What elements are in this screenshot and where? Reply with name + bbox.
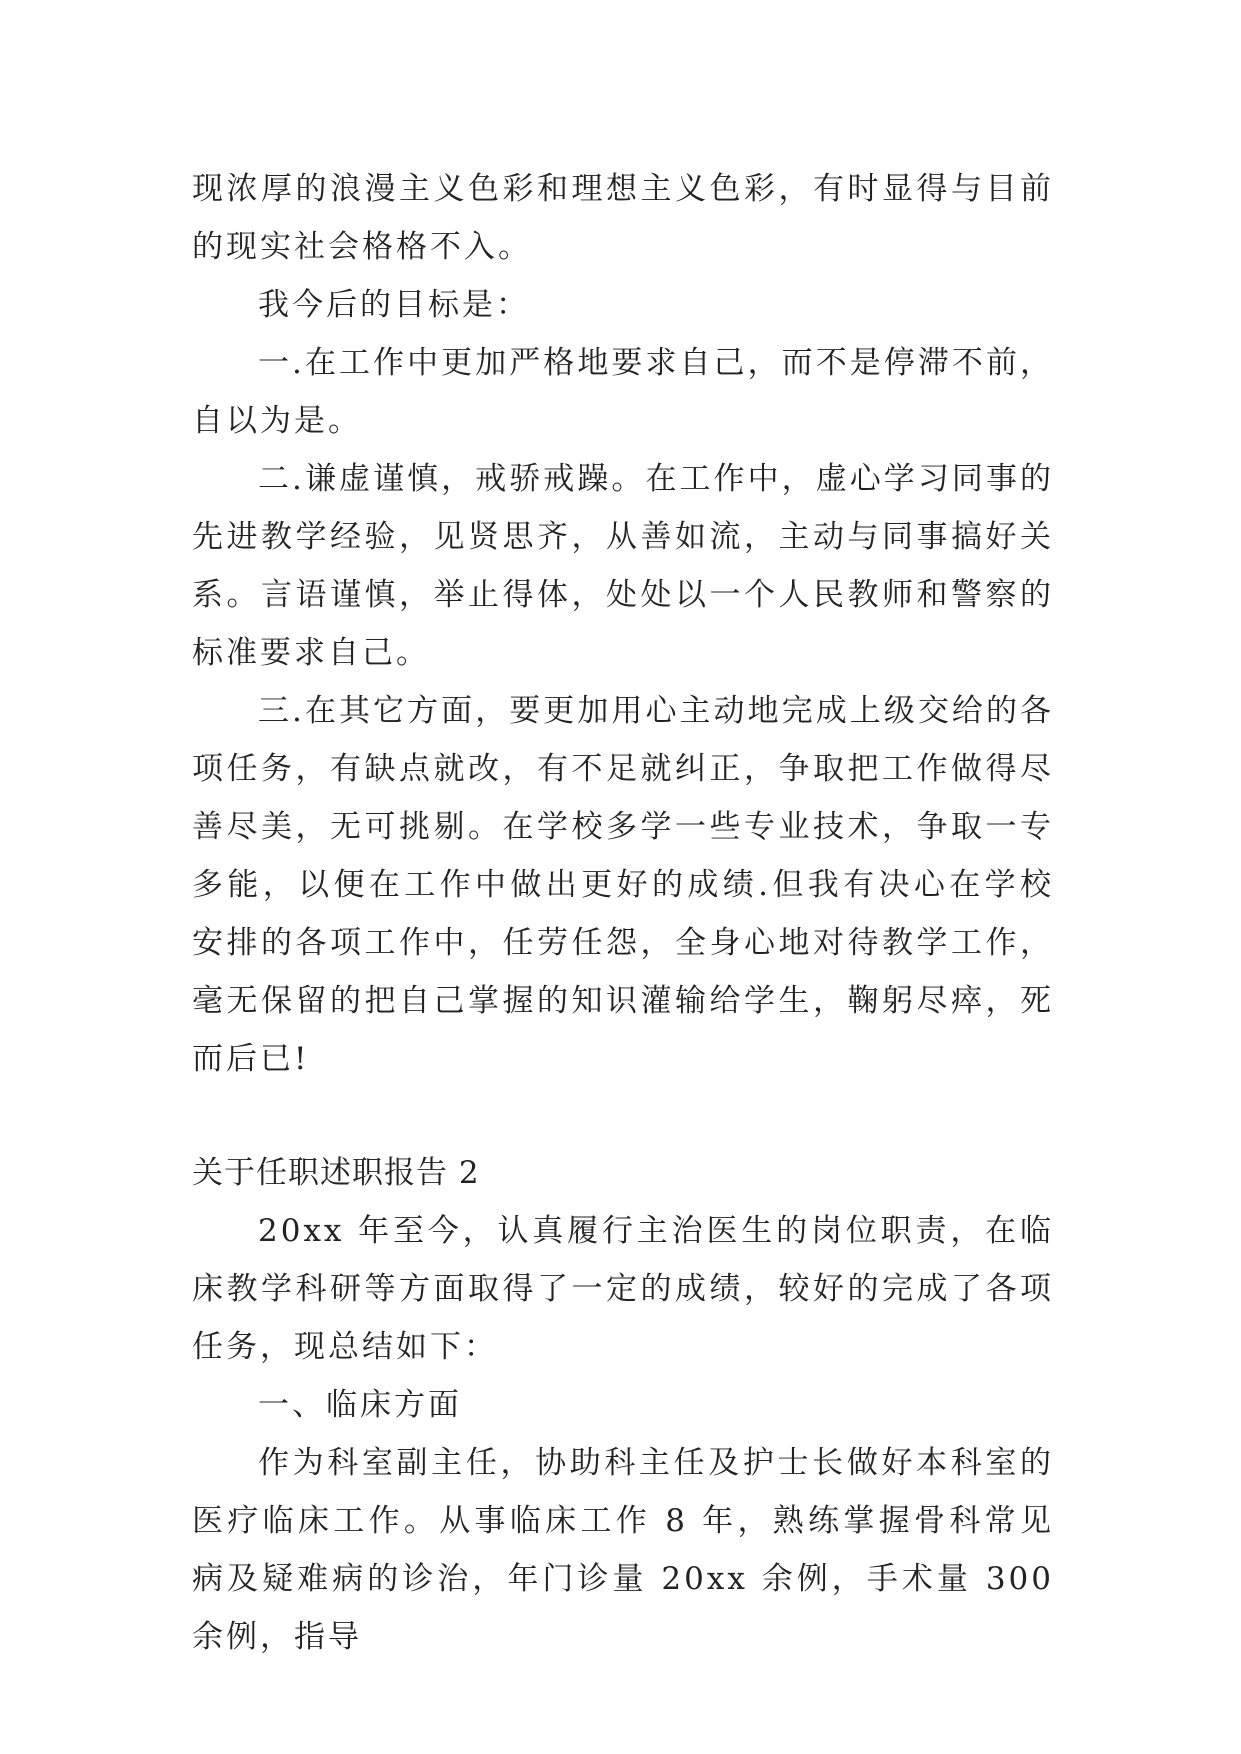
subheading-clinical: 一、临床方面: [258, 1387, 462, 1423]
paragraph-clinical: 作为科室副主任，协助科主任及护士长做好本科室的医疗临床工作。从事临床工作 8 年，熟练掌握骨科常见病及疑难病的诊治，年门诊量 20xx 余例，手术量 300 余例，指导: [192, 1445, 1054, 1655]
paragraph-report-intro: 20xx 年至今，认真履行主治医生的岗位职责，在临床教学科研等方面取得了一定的成绩，较好的完成了各项任务，现总结如下：: [192, 1213, 1054, 1365]
paragraph-goal-3: 三.在其它方面，要更加用心主动地完成上级交给的各项任务，有缺点就改，有不足就纠正，争取把工作做得尽善尽美，无可挑剔。在学校多学一些专业技术，争取一专多能，以便在工作中做出更好的成绩.但我有决心在学校安排的各项工作中，任劳任怨，全身心地对待教学工作，毫无保留的把自己掌握的知识灌输给学生，鞠躬尽瘁，死而后已!: [192, 693, 1054, 1077]
paragraph-goals-intro: 我今后的目标是：: [258, 287, 530, 323]
paragraph-goal-1: 一.在工作中更加严格地要求自己，而不是停滞不前，自以为是。: [192, 345, 1054, 439]
paragraph-goal-2: 二.谦虚谨慎，戒骄戒躁。在工作中，虚心学习同事的先进教学经验，见贤思齐，从善如流，主动与同事搞好关系。言语谨慎，举止得体，处处以一个人民教师和警察的标准要求自己。: [192, 461, 1054, 671]
section-title: 关于任职述职报告 2: [192, 1155, 480, 1191]
paragraph-continuation: 现浓厚的浪漫主义色彩和理想主义色彩，有时显得与目前的现实社会格格不入。: [192, 171, 1054, 265]
document-page: [192, 160, 1054, 1666]
